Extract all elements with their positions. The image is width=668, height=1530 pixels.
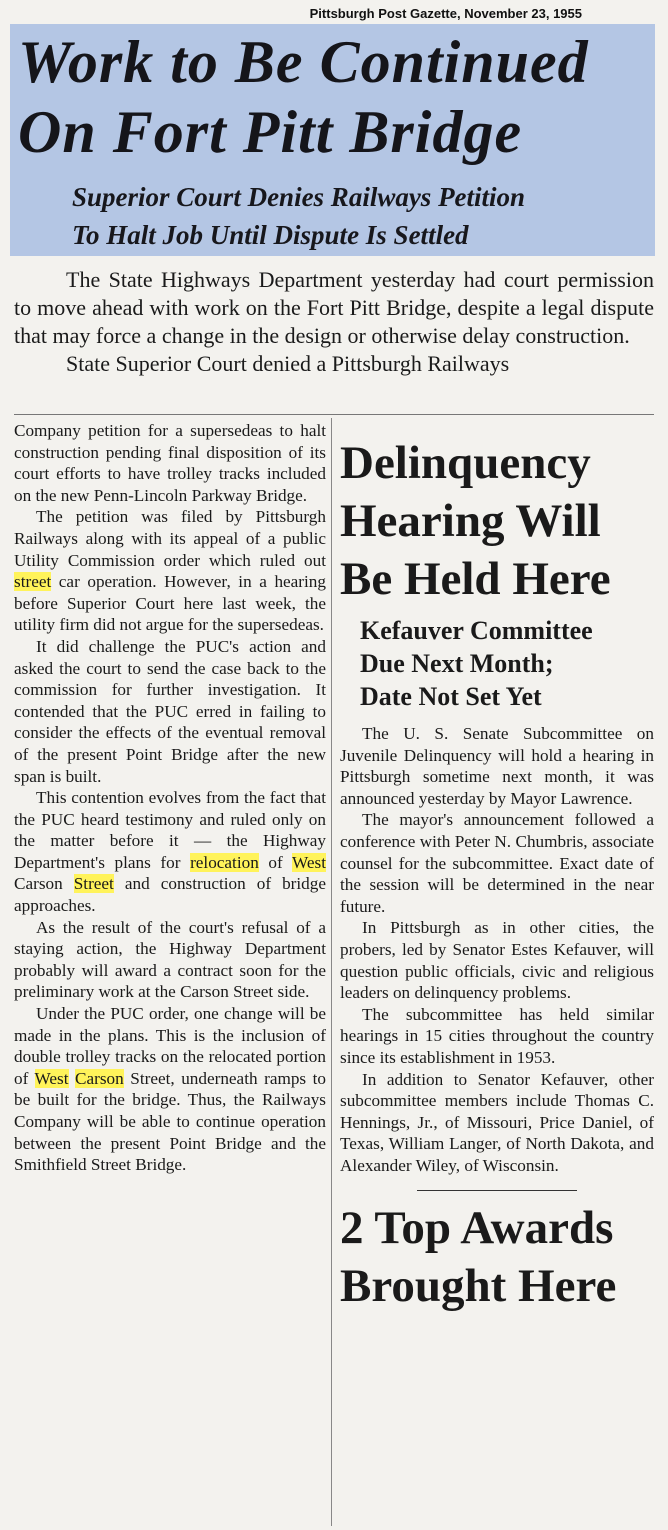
left-paragraph-6: Under the PUC order, one change will be made in the plans. This is the inclusion of double trolley tracks on the relocated portion of West Carson Street, underneath ramps to be built for the bridge. Thus, the Railways Company will be able to continue operation between the present Point Bridge and the Smithfield Street Bridge. [14,1004,326,1175]
highlight-relocation: relocation [190,852,259,872]
left-column [14,420,326,1176]
right-paragraph-1: The U. S. Senate Subcommittee on Juvenile Delinquency will hold a hearing in Pittsburgh sometime next month, it was announced yesterday by Mayor Lawrence. [340,724,654,808]
left-paragraph-5: As the result of the court's refusal of a staying action, the Highway Department probably will award a contract soon for the preliminary work at the Carson Street side. [14,917,326,1002]
source-credit: Pittsburgh Post Gazette, November 23, 1955 [309,6,582,21]
left-paragraph-1: Company petition for a supersedeas to halt construction pending final disposition of its court efforts to have trolley tracks included on the new Penn-Lincoln Parkway Bridge. [14,421,326,505]
right-subhead-line-2: Due Next Month; [360,649,554,678]
highlight-west: West [292,852,326,872]
right-subhead-line-1: Kefauver Committee [360,616,593,645]
column-top-rule [14,414,654,415]
left-paragraph-4: This contention evolves from the fact that the PUC heard testimony and ruled only on the matter before it — the Highway Department's plans for relocation of West Carson Street and construction of bridge approaches. [14,788,326,916]
right-body [340,723,654,1176]
highlight-west: West [34,1068,69,1088]
right-column [340,420,654,1315]
highlight-carson: Carson [75,1068,124,1088]
right-subhead-line-3: Date Not Set Yet [360,682,542,711]
lede-paragraph-2: State Superior Court denied a Pittsburgh Railways [66,351,510,376]
right-paragraph-2: The mayor's announcement followed a conference with Peter N. Chumbris, associate counsel for the subcommittee. Exact date of the session will be determined in the near future. [340,810,654,916]
highlight-street: street [14,572,52,592]
next-headline-line-1: 2 Top Awards [340,1202,614,1255]
right-headline-line-2: Hearing Will [340,495,601,547]
right-paragraph-5: In addition to Senator Kefauver, other subcommittee members include Thomas C. Hennings, Jr., of Missouri, Price Daniel, of Texas, William Langer, of North Dakota, and Alexander Wiley, of Wisconsin. [340,1069,654,1175]
subhead-line-2: To Halt Job Until Dispute Is Settled [72,220,469,250]
next-headline-line-2: Brought Here [340,1260,617,1313]
lede-paragraphs [14,266,654,378]
story-separator-rule [417,1190,577,1191]
column-divider [331,418,332,1526]
headline-line-2: On Fort Pitt Bridge [18,99,523,165]
right-paragraph-3: In Pittsburgh as in other cities, the probers, led by Senator Estes Kefauver, will question public officials, civic and religious leaders on delinquency problems. [340,918,654,1003]
left-paragraph-2: The petition was filed by Pittsburgh Railways along with its appeal of a public Utility Commission order which ruled out street car operation. However, in a hearing before Superior Court here last week, the utility firm did not argue for the supersedeas. [14,507,326,635]
highlight-street: Street [73,874,114,894]
subhead-line-1: Superior Court Denies Railways Petition [72,182,526,212]
left-paragraph-3: It did challenge the PUC's action and asked the court to send the case back to the commission for further investigation. It contended that the PUC erred in failing to consider the effects of the eventual removal of the present Point Bridge after the new span is built. [14,636,326,786]
right-paragraph-4: The subcommittee has held similar hearings in 15 cities throughout the country since its establishment in 1953. [340,1004,654,1067]
headline-line-1: Work to Be Continued [18,29,589,95]
lede-paragraph-1: The State Highways Department yesterday had court permission to move ahead with work on the Fort Pitt Bridge, despite a legal dispute that may force a change in the design or otherwise delay construction. [14,267,654,348]
right-headline-line-1: Delinquency [340,437,591,489]
right-headline-line-3: Be Held Here [340,553,611,605]
